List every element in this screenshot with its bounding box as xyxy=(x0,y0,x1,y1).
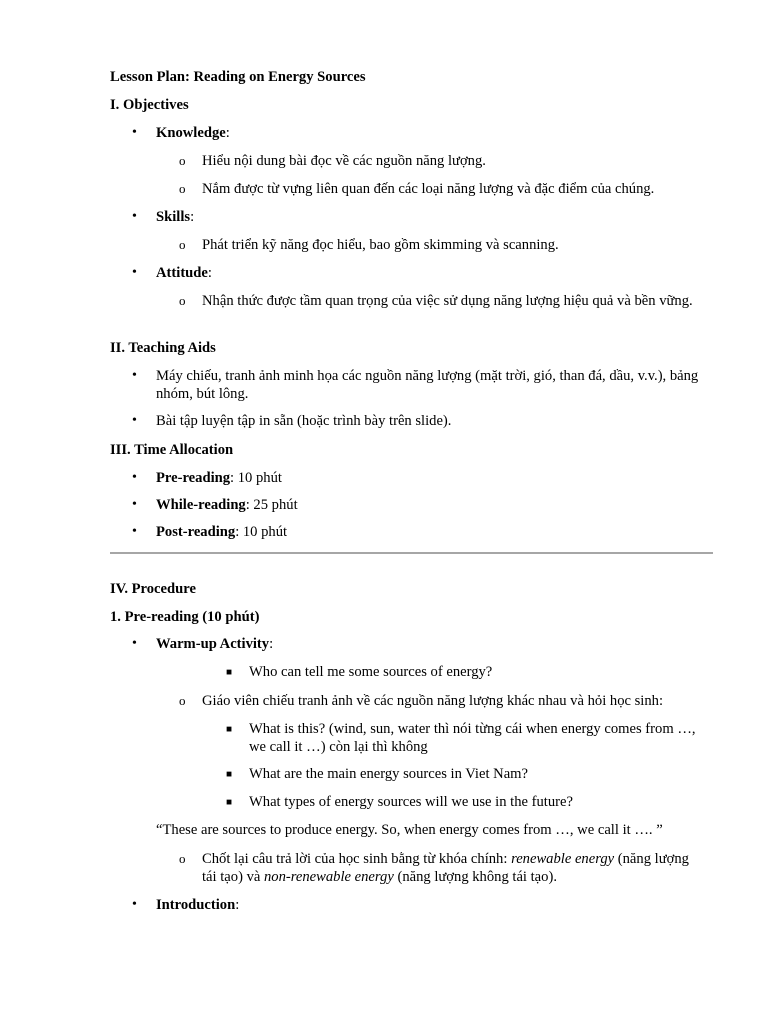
summary-suffix: (năng lượng không tái tạo). xyxy=(393,869,557,885)
bullet-square: ■ xyxy=(226,724,233,735)
knowledge-label: Knowledge xyxy=(156,125,226,141)
bullet-disc: • xyxy=(132,209,137,224)
time-item-pre-reading xyxy=(156,469,282,487)
teaching-aid-1: Máy chiếu, tranh ảnh minh họa các nguồn năng lượng (mặt trời, gió, than đá, dầu, v.v.), bảng nhóm, bút lông. xyxy=(156,368,699,402)
colon: : xyxy=(269,636,274,652)
quote-text: “These are sources to produce energy. So, when energy comes from …, we call it …. ” xyxy=(156,822,663,838)
bullet-disc: • xyxy=(132,125,137,140)
teaching-aids-heading: II. Teaching Aids xyxy=(110,340,216,356)
introduction-label: Introduction xyxy=(156,897,236,913)
term-renewable: renewable energy xyxy=(511,851,615,867)
bullet-circle: o xyxy=(179,181,186,196)
bullet-square: ■ xyxy=(226,667,233,678)
knowledge-item-2: Nắm được từ vựng liên quan đến các loại năng lượng và đặc điểm của chúng. xyxy=(202,181,655,197)
bullet-circle: o xyxy=(179,293,186,308)
attitude-label: Attitude xyxy=(156,265,208,281)
document-title: Lesson Plan: Reading on Energy Sources xyxy=(110,69,366,85)
procedure-heading: IV. Procedure xyxy=(110,581,196,597)
bullet-disc: • xyxy=(132,636,137,651)
time-item-post-reading xyxy=(156,523,287,541)
bullet-circle: o xyxy=(179,693,186,708)
warmup-label: Warm-up Activity xyxy=(156,636,270,652)
objectives-heading: I. Objectives xyxy=(110,97,189,113)
teaching-aid-2: Bài tập luyện tập in sẵn (hoặc trình bày trên slide). xyxy=(156,413,452,429)
teacher-action: Giáo viên chiếu tranh ảnh về các nguồn năng lượng khác nhau và hỏi học sinh: xyxy=(202,693,664,709)
warmup-item xyxy=(156,635,273,653)
time-item-while-reading xyxy=(156,496,298,514)
time-value: : 10 phút xyxy=(230,470,282,486)
term-non-renewable: non-renewable energy xyxy=(264,869,394,885)
time-value: : 10 phút xyxy=(235,524,288,540)
knowledge-item-1: Hiểu nội dung bài đọc về các nguồn năng lượng. xyxy=(202,153,486,169)
time-label: Post-reading xyxy=(156,524,236,540)
attitude-item-1: Nhận thức được tầm quan trọng của việc sử dụng năng lượng hiệu quả và bền vững. xyxy=(202,293,693,309)
knowledge-item xyxy=(156,124,230,142)
warmup-question: Who can tell me some sources of energy? xyxy=(249,664,493,680)
question-3: What types of energy sources will we use in the future? xyxy=(249,794,573,810)
colon: : xyxy=(207,265,212,281)
skills-label: Skills xyxy=(156,209,191,225)
bullet-disc: • xyxy=(132,413,137,428)
introduction-item xyxy=(156,896,239,914)
skills-item-1: Phát triển kỹ năng đọc hiểu, bao gồm skimming và scanning. xyxy=(202,237,559,253)
skills-item xyxy=(156,208,194,226)
bullet-disc: • xyxy=(132,470,137,485)
bullet-square: ■ xyxy=(226,769,233,780)
summary-prefix: Chốt lại câu trả lời của học sinh bằng từ khóa chính: xyxy=(202,851,512,867)
attitude-item xyxy=(156,264,212,282)
time-value: : 25 phút xyxy=(245,497,298,513)
time-label: While-reading xyxy=(156,497,246,513)
horizontal-rule xyxy=(110,552,713,554)
bullet-disc: • xyxy=(132,897,137,912)
question-2: What are the main energy sources in Viet Nam? xyxy=(249,766,529,782)
bullet-circle: o xyxy=(179,237,186,252)
time-allocation-heading: III. Time Allocation xyxy=(110,442,234,458)
bullet-circle: o xyxy=(179,851,186,866)
bullet-disc: • xyxy=(132,265,137,280)
summary-mid: (năng lượng tái tạo) và xyxy=(202,851,689,885)
question-1: What is this? (wind, sun, water thì nói từng cái when energy comes from …, we call it …) còn lại thì không xyxy=(249,721,696,755)
bullet-disc: • xyxy=(132,524,137,539)
bullet-circle: o xyxy=(179,153,186,168)
bullet-disc: • xyxy=(132,497,137,512)
summary-text xyxy=(202,850,702,886)
bullet-disc: • xyxy=(132,368,137,383)
colon: : xyxy=(225,125,230,141)
time-label: Pre-reading xyxy=(156,470,231,486)
pre-reading-heading: 1. Pre-reading (10 phút) xyxy=(110,609,260,625)
bullet-square: ■ xyxy=(226,797,233,808)
colon: : xyxy=(235,897,240,913)
colon: : xyxy=(190,209,195,225)
